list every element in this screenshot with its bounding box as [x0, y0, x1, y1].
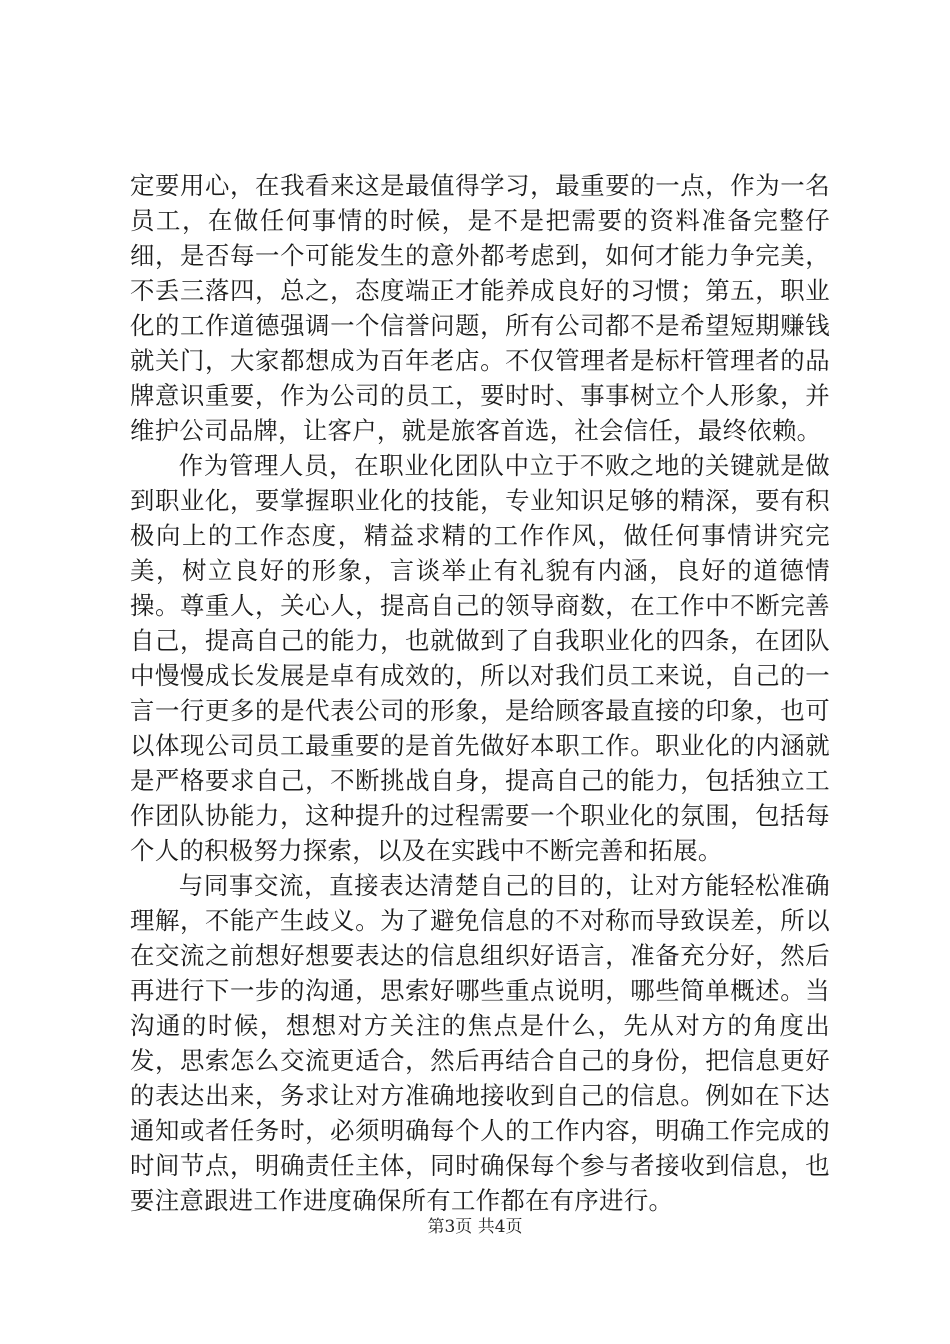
page-footer: 第3页 共4页	[427, 1217, 523, 1237]
paragraph-3: 与同事交流，直接表达清楚自己的目的，让对方能轻松准确理解，不能产生歧义。为了避免信息的不对称而导致误差，所以在交流之前想好想要表达的信息组织好语言，准备充分好，然后再进行下一步的沟通，思索好哪些重点说明，哪些简单概述。当沟通的时候，想想对方关注的焦点是什么，先从对方的角度出发，思索怎么交流更适合，然后再结合自己的身份，把信息更好的表达出来，务求让对方准确地接收到自己的信息。例如在下达通知或者任务时，必须明确每个人的工作内容，明确工作完成的时间节点，明确责任主体，同时确保每个参与者接收到信息，也要注意跟进工作进度确保所有工作都在有序进行。	[130, 871, 830, 1215]
paragraph-1: 定要用心，在我看来这是最值得学习，最重要的一点，作为一名员工，在做任何事情的时候，是不是把需要的资料准备完整仔细，是否每一个可能发生的意外都考虑到，如何才能力争完美，不丢三落四，总之，态度端正才能养成良好的习惯；第五，职业化的工作道德强调一个信誉问题，所有公司都不是希望短期赚钱就关门，大家都想成为百年老店。不仅管理者是标杆管理者的品牌意识重要，作为公司的员工，要时时、事事树立个人形象，并维护公司品牌，让客户，就是旅客首选，社会信任，最终依赖。	[130, 171, 830, 445]
document-body	[130, 168, 830, 1218]
paragraph-2: 作为管理人员，在职业化团队中立于不败之地的关键就是做到职业化，要掌握职业化的技能，专业知识足够的精深，要有积极向上的工作态度，精益求精的工作作风，做任何事情讲究完美，树立良好的形象，言谈举止有礼貌有内涵，良好的道德情操。尊重人，关心人，提高自己的领导商数，在工作中不断完善自己，提高自己的能力，也就做到了自我职业化的四条，在团队中慢慢成长发展是卓有成效的，所以对我们员工来说，自己的一言一行更多的是代表公司的形象，是给顾客最直接的印象，也可以体现公司员工最重要的是首先做好本职工作。职业化的内涵就是严格要求自己，不断挑战自身，提高自己的能力，包括独立工作团队协能力，这种提升的过程需要一个职业化的氛围，包括每个人的积极努力探索，以及在实践中不断完善和拓展。	[130, 451, 830, 865]
